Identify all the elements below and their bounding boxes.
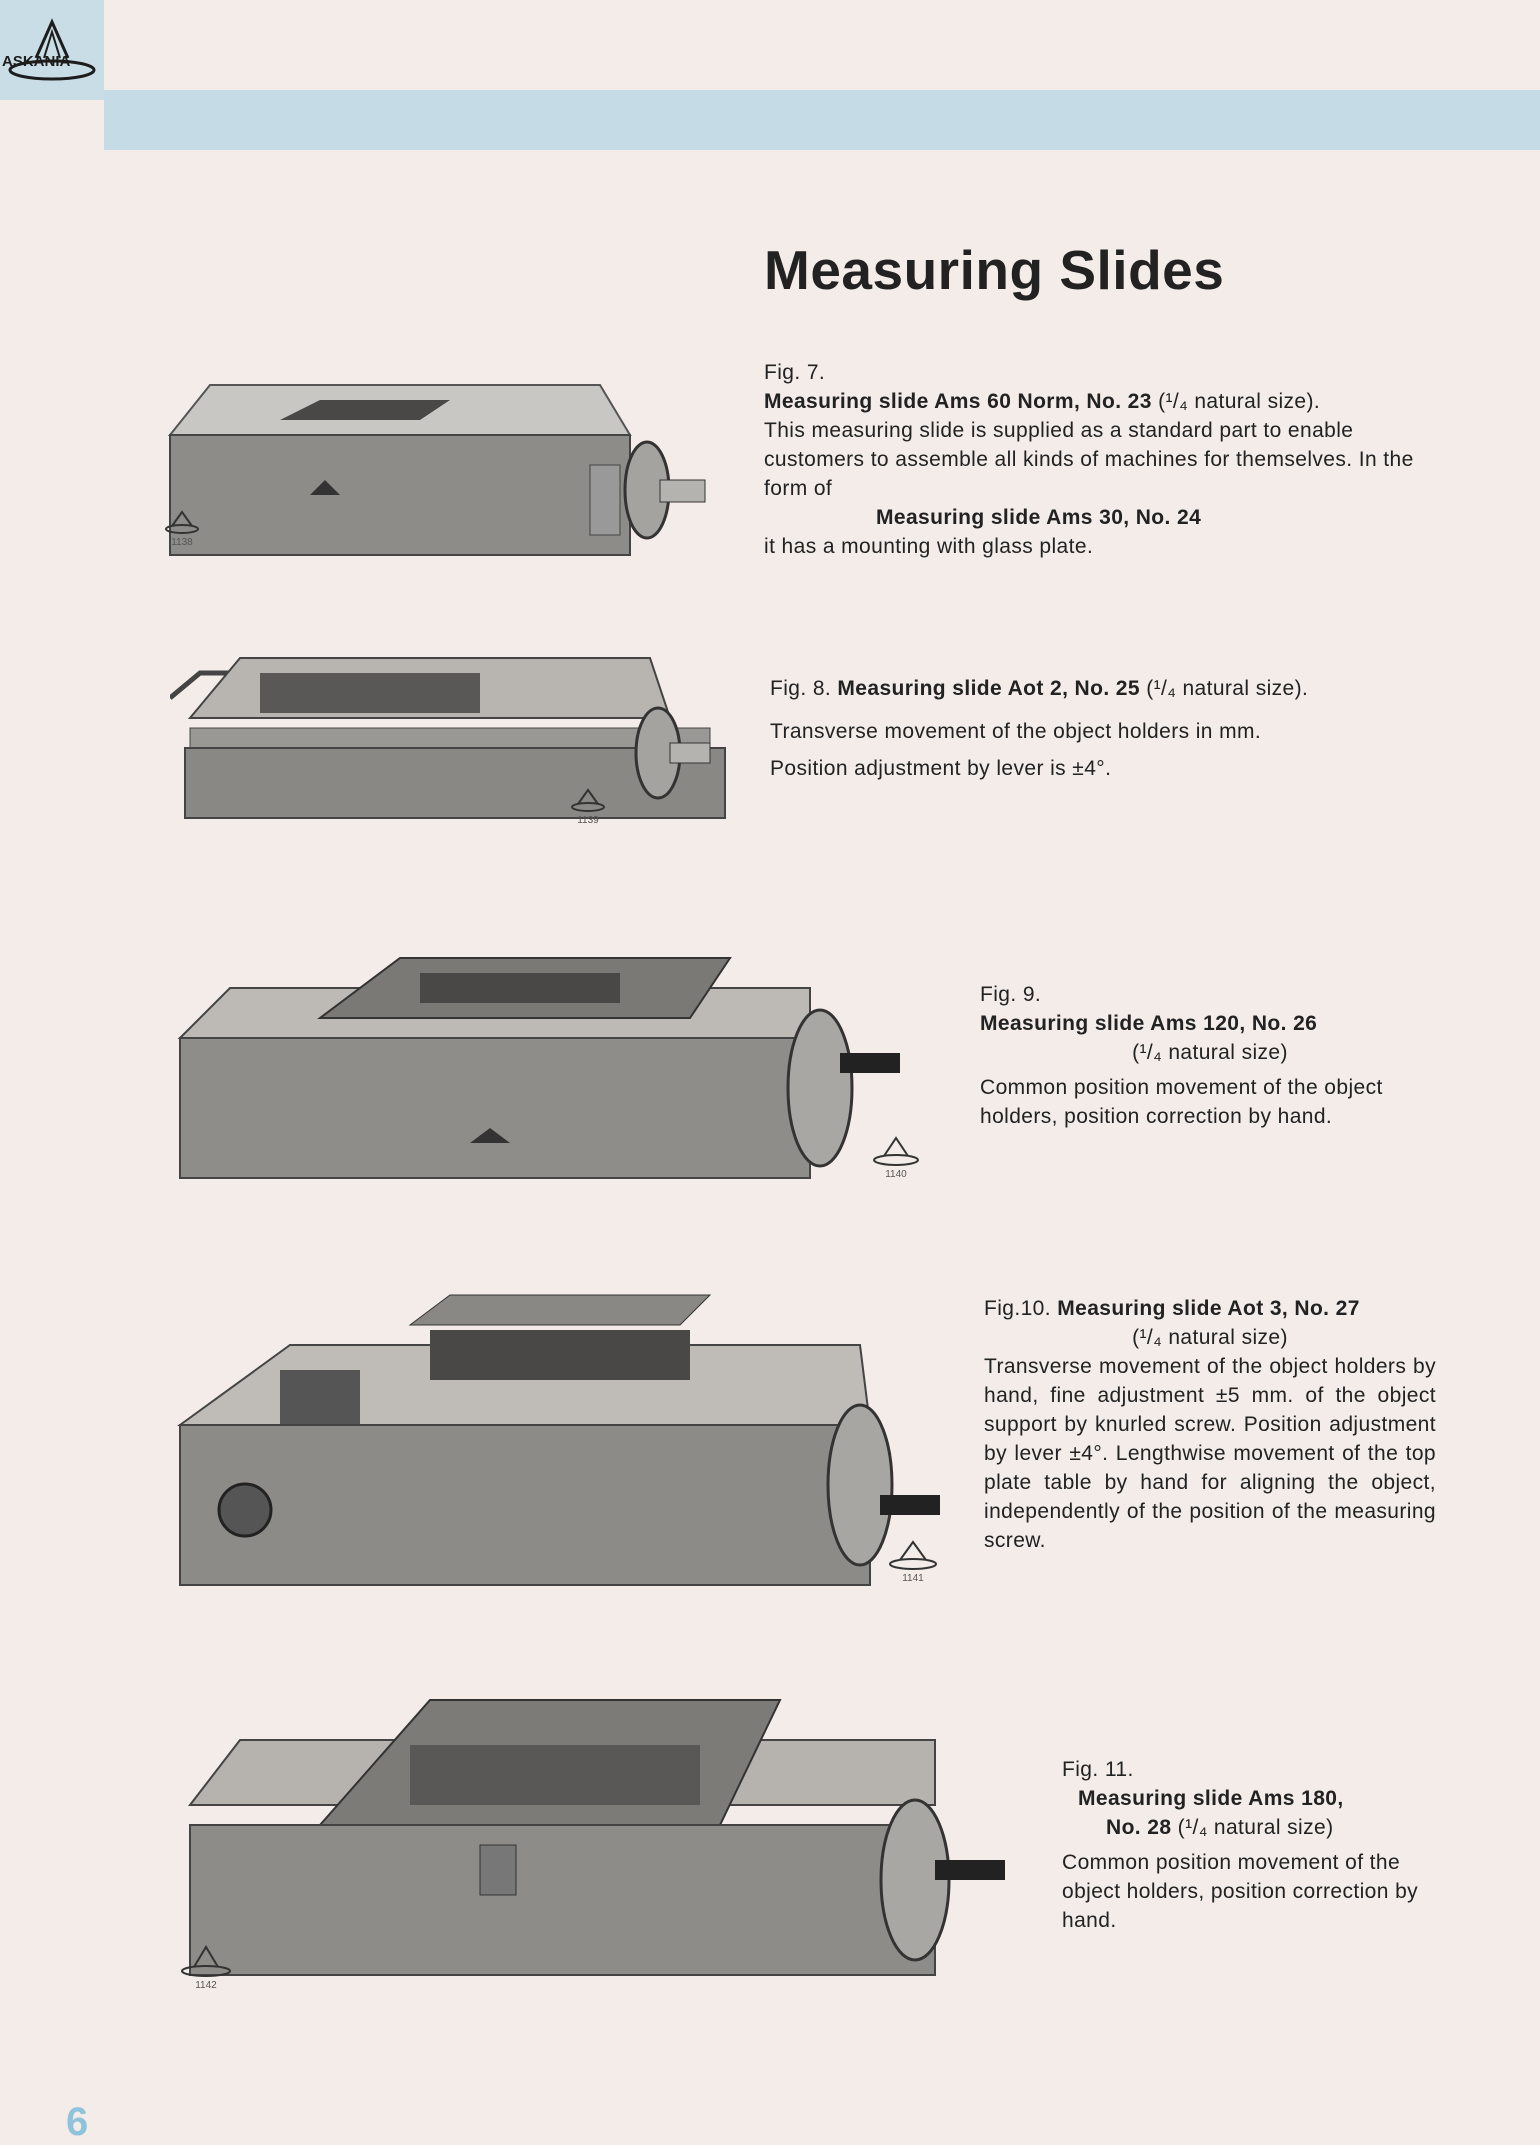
figure-description: Common position movement of the object holders, position correction by hand. — [1062, 1851, 1419, 1932]
figure-description: it has a mounting with glass plate. — [764, 535, 1094, 558]
figure-scale: (¹/₄ natural size). — [1146, 677, 1309, 700]
figure-title: Measuring slide Ams 120, No. 26 — [980, 1012, 1318, 1035]
figure-label: Fig. 9. — [980, 983, 1042, 1006]
askania-crown-icon — [164, 510, 200, 534]
page-title: Measuring Slides — [764, 239, 1225, 301]
askania-crown-icon — [570, 788, 606, 812]
figure-10-caption — [984, 1294, 1436, 1555]
photo-number: 1139 — [568, 788, 608, 826]
figure-7-photo — [160, 375, 720, 580]
askania-crown-icon — [872, 1136, 920, 1166]
figure-9-caption — [980, 980, 1440, 1131]
logo-text: ASKANIA — [2, 53, 71, 70]
photo-number: 1140 — [872, 1136, 920, 1180]
figure-9-photo — [170, 948, 940, 1203]
figure-11-photo — [180, 1695, 1030, 1990]
figure-title: Measuring slide Aot 3, No. 27 — [1057, 1297, 1360, 1320]
figure-scale: (¹/₄ natural size) — [1132, 1326, 1288, 1349]
page-number: 6 — [66, 2100, 89, 2144]
figure-description: Position adjustment by lever is ±4°. — [770, 757, 1112, 780]
figure-8-caption — [770, 674, 1450, 783]
askania-crown-icon — [0, 18, 104, 82]
figure-scale: (¹/₄ natural size) — [1132, 1041, 1288, 1064]
figure-title: No. 28 — [1106, 1816, 1172, 1839]
figure-scale: (¹/₄ natural size) — [1177, 1816, 1334, 1839]
figure-8-photo — [170, 628, 730, 833]
photo-number: 1138 — [162, 510, 202, 548]
figure-subtitle: Measuring slide Ams 30, No. 24 — [876, 506, 1202, 529]
figure-description: This measuring slide is supplied as a standard part to enable customers to assemble all kinds of machines for themselves. In the form of — [764, 419, 1414, 500]
figure-label: Fig. 7. — [764, 361, 826, 384]
photo-number: 1141 — [888, 1540, 938, 1584]
figure-scale: (¹/₄ natural size). — [1158, 390, 1321, 413]
figure-description: Transverse movement of the object holders by hand, fine adjustment ±5 mm. of the object support by knurled screw. Position adjustment by lever ±4°. Lengthwise movement of the top plate table by hand for aligning the object, independently of the position of the measuring screw. — [984, 1355, 1436, 1552]
figure-7-caption — [764, 358, 1424, 561]
header-band — [104, 90, 1540, 150]
figure-label: Fig. 8. — [770, 677, 832, 700]
logo-box — [0, 0, 104, 100]
figure-title: Measuring slide Ams 60 Norm, No. 23 — [764, 390, 1152, 413]
figure-label: Fig. 11. — [1062, 1758, 1134, 1781]
figure-description: Common position movement of the object holders, position correction by hand. — [980, 1076, 1383, 1128]
figure-11-caption — [1062, 1755, 1452, 1935]
figure-title: Measuring slide Ams 180, — [1078, 1787, 1344, 1810]
photo-number: 1142 — [180, 1945, 232, 1991]
figure-description: Transverse movement of the object holders in mm. — [770, 720, 1262, 743]
askania-crown-icon — [180, 1945, 232, 1977]
figure-10-photo — [170, 1285, 950, 1610]
askania-crown-icon — [888, 1540, 938, 1570]
figure-label: Fig.10. — [984, 1297, 1051, 1320]
figure-title: Measuring slide Aot 2, No. 25 — [837, 677, 1140, 700]
